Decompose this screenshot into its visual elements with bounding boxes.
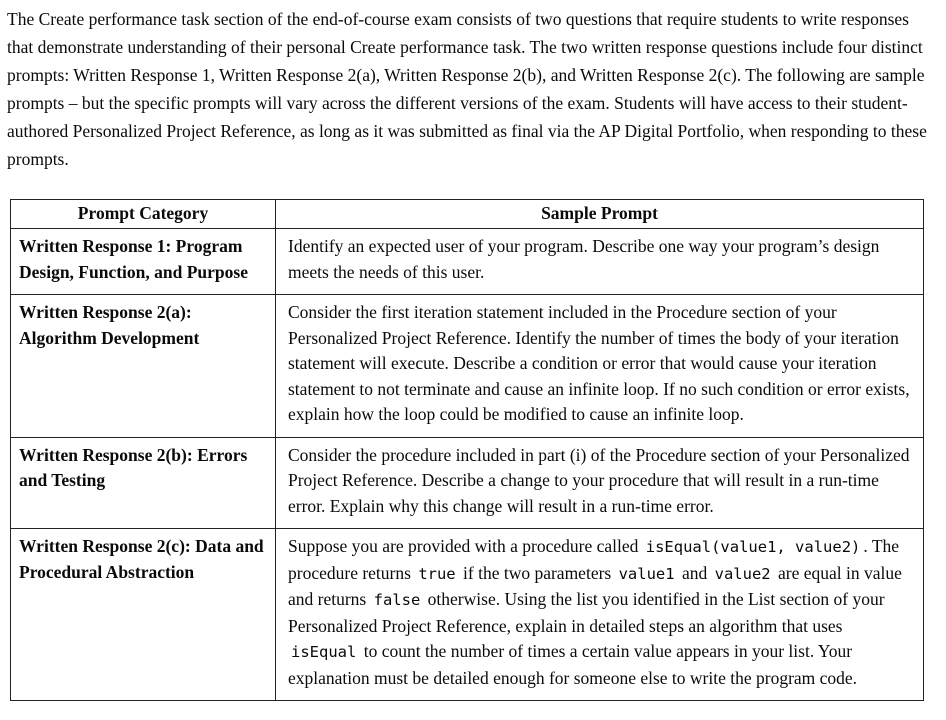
table-row [11,437,924,529]
table-row [11,229,924,295]
inline-code: true [418,564,456,583]
prompt-category-cell: Written Response 2(b): Errors and Testing [11,437,276,529]
inline-code: false [373,591,421,609]
table-row [11,295,924,438]
table-header-row [11,200,924,229]
sample-prompts-table [10,199,924,701]
prompt-table-body [11,229,924,701]
header-sample-prompt: Sample Prompt [276,200,924,229]
intro-paragraph: The Create performance task section of the end-of-course exam consists of two questions that require students to write responses that demonstrate understanding of their personal Create performance task. The two written response questions include four distinct prompts: Written Response 1, Written Response 2(a), Written Response 2(b), and Written Response 2(c). The following are sample prompts – but the specific prompts will vary across the different versions of the exam. Students will have access to their student-authored Personalized Project Reference, as long as it was submitted as final via the AP Digital Portfolio, when responding to these prompts. [7,9,927,169]
inline-code: value2 [714,564,771,583]
inline-code: value1 [618,564,675,583]
table-row [11,529,924,701]
prompt-category-cell: Written Response 2(a): Algorithm Development [11,295,276,438]
sample-prompt-cell: Suppose you are provided with a procedure called isEqual(value1, value2) . The procedure returns true if the two parameters value1 and value2 are equal in value and returns false otherwise. Using the list you identified in the List section of your Personalized Project Reference, explain in detailed steps an algorithm that uses isEqual to count the number of times a certain value appears in your list. Your explanation must be detailed enough for someone else to write the program code. [276,529,924,701]
prompt-category-cell: Written Response 1: Program Design, Function, and Purpose [11,229,276,295]
prompt-category-cell: Written Response 2(c): Data and Procedural Abstraction [11,529,276,701]
sample-prompt-cell: Consider the procedure included in part (i) of the Procedure section of your Personalized Project Reference. Describe a change to your procedure that will result in a run-time error. Explain why this change will result in a run-time error. [276,437,924,529]
sample-prompt-cell: Consider the first iteration statement included in the Procedure section of your Personalized Project Reference. Identify the number of times the body of your iteration statement will execute. Describe a condition or error that would cause your iteration statement to not terminate and cause an infinite loop. If no such condition or error exists, explain how the loop could be modified to cause an infinite loop. [276,295,924,438]
inline-code: isEqual(value1, value2) [645,538,861,556]
header-prompt-category: Prompt Category [11,200,276,229]
inline-code: isEqual [291,643,357,661]
sample-prompt-cell: Identify an expected user of your program. Describe one way your program’s design meets the needs of this user. [276,229,924,295]
